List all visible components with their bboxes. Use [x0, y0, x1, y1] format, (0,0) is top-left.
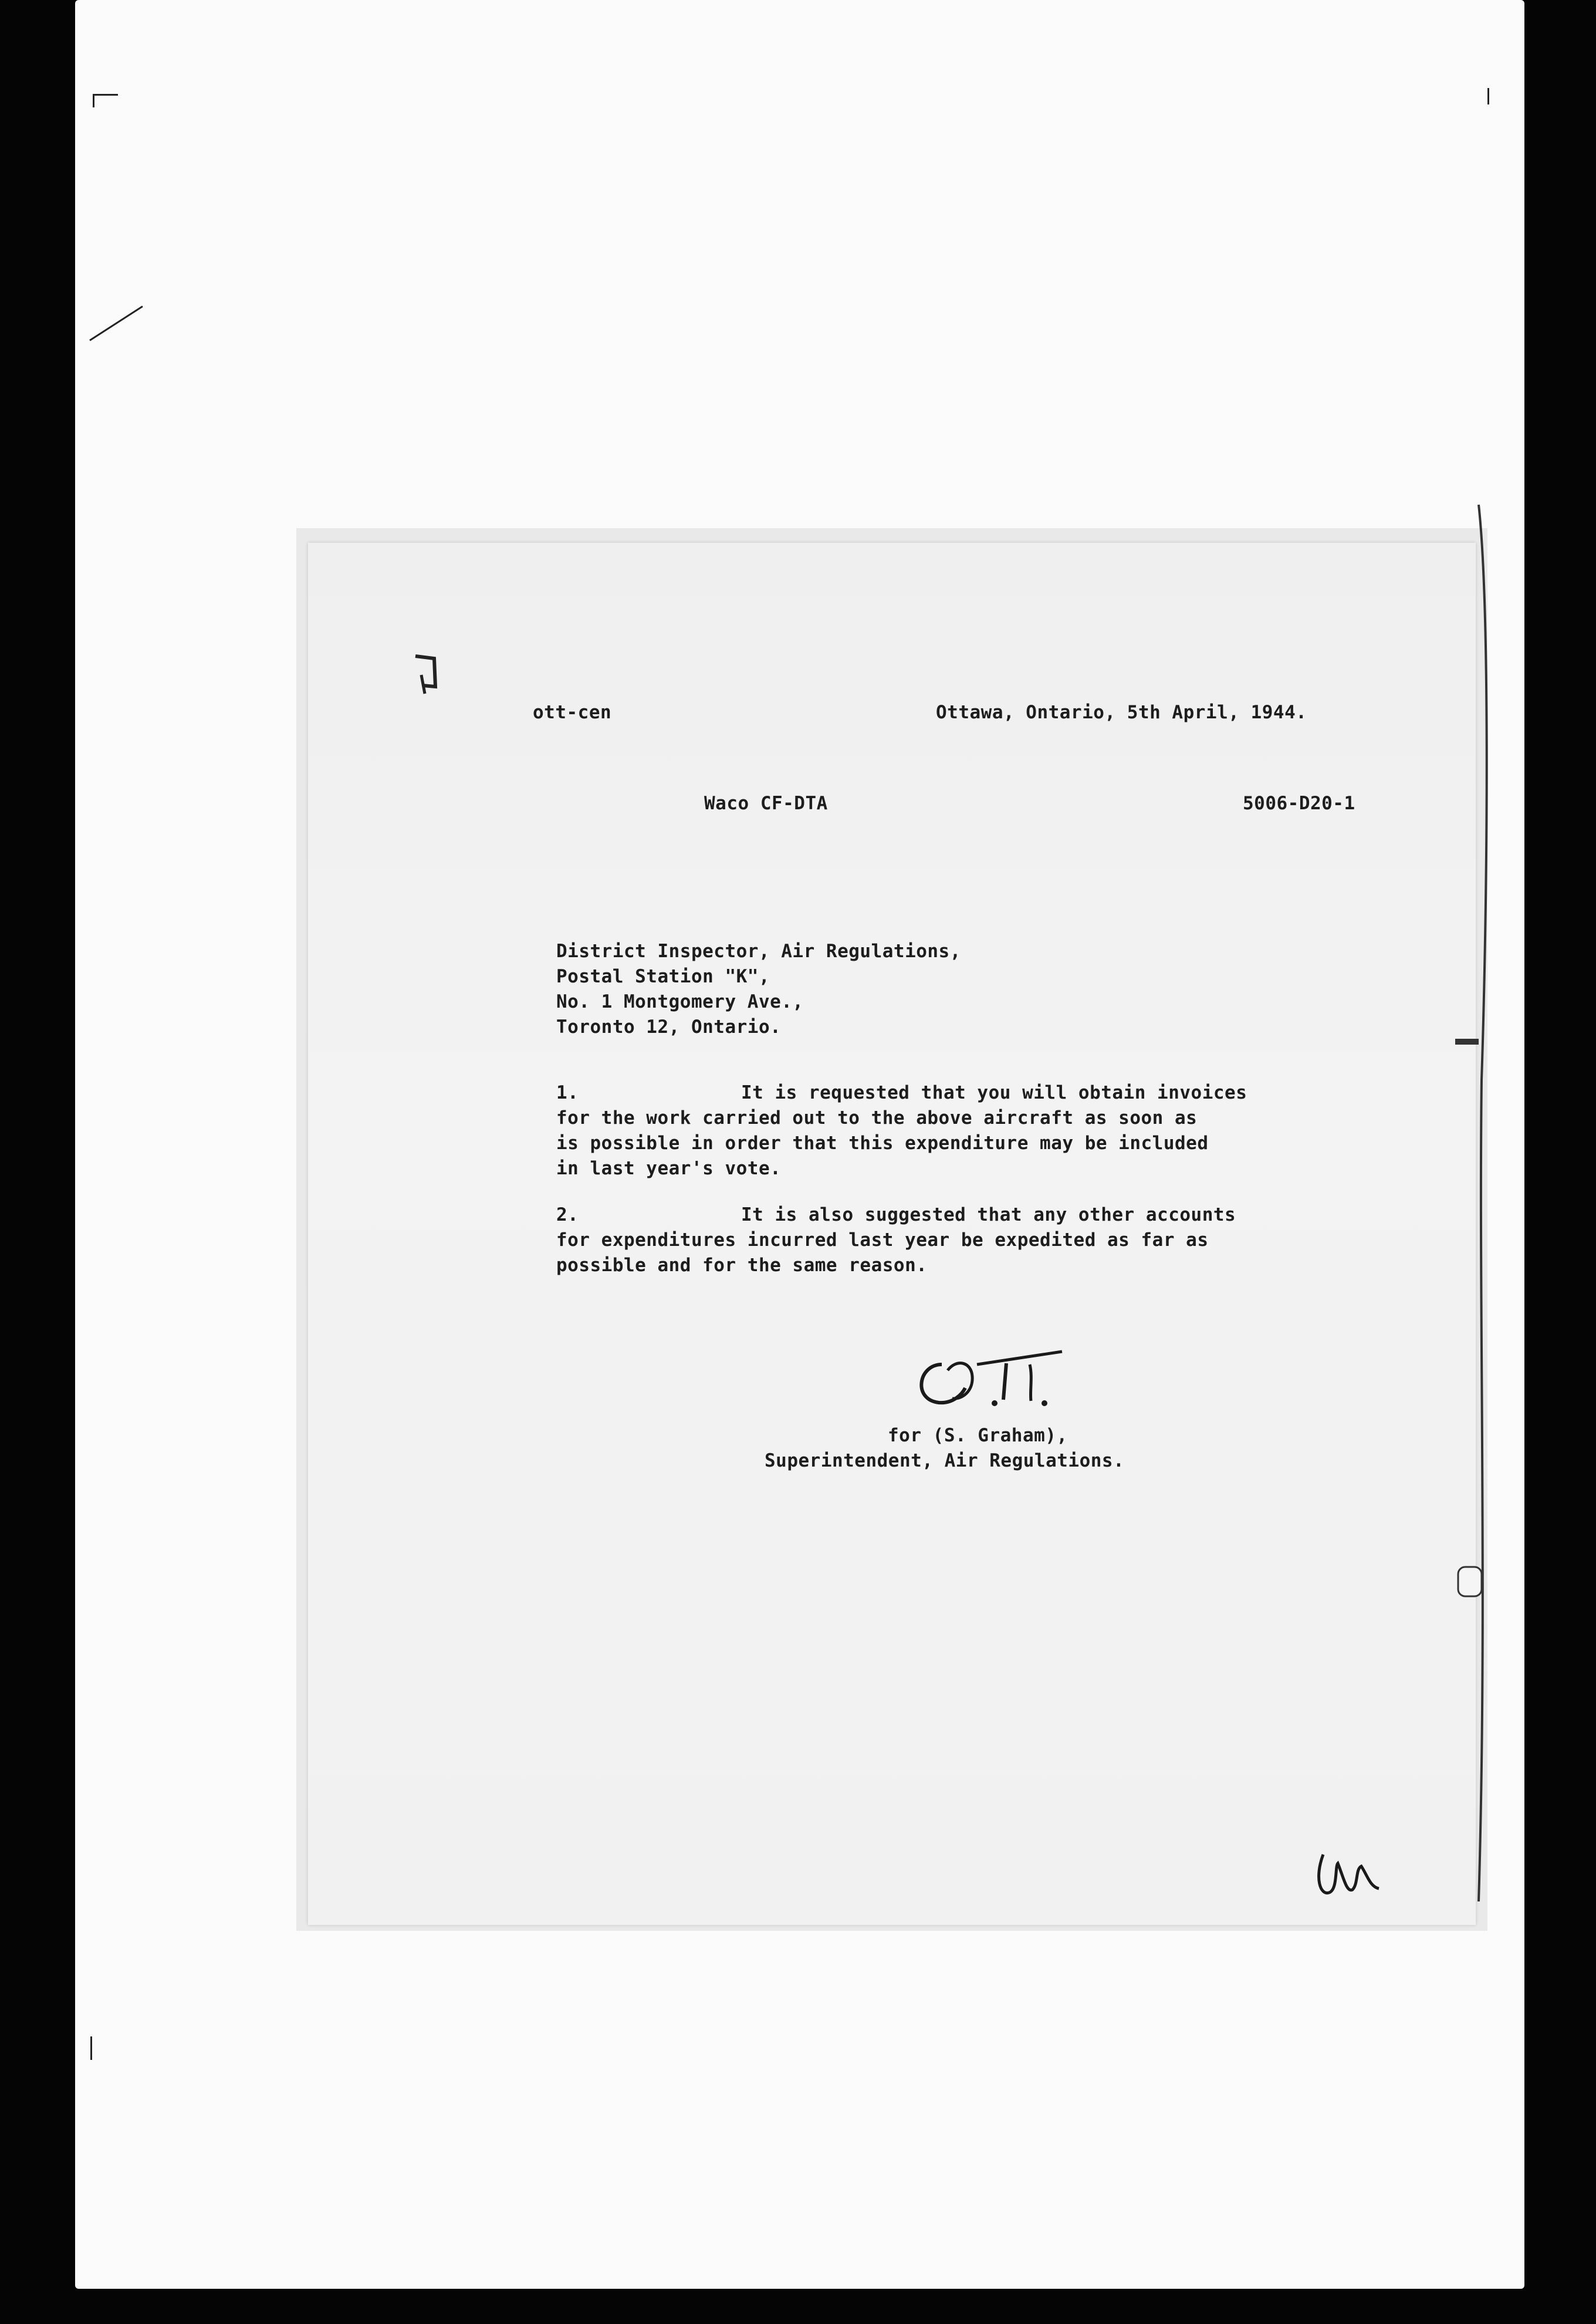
- corner-mark-top-left: [93, 94, 118, 107]
- paragraph-line: It is also suggested that any other accounts: [741, 1204, 1236, 1225]
- file-number: 5006-D20-1: [1243, 793, 1355, 814]
- corner-mark-bottom-left: [90, 2036, 106, 2060]
- paragraph-line: for expenditures incurred last year be expedited as far as: [556, 1229, 1209, 1251]
- paragraph-number: 1.: [556, 1082, 579, 1103]
- paper-clip-mark: [411, 651, 446, 698]
- signature-line: Superintendent, Air Regulations.: [765, 1450, 1125, 1471]
- paragraph-number: 2.: [556, 1204, 579, 1225]
- address-line: District Inspector, Air Regulations,: [556, 941, 961, 962]
- subject-line: Waco CF-DTA: [704, 793, 828, 814]
- place-date: Ottawa, Ontario, 5th April, 1944.: [936, 702, 1307, 723]
- reference-initials: ott-cen: [533, 702, 612, 723]
- address-line: Postal Station "K",: [556, 966, 770, 987]
- corner-mark-top-right: [1475, 88, 1489, 104]
- address-line: Toronto 12, Ontario.: [556, 1016, 782, 1038]
- paragraph-line: is possible in order that this expenditure may be included: [556, 1133, 1209, 1154]
- paragraph-line: for the work carried out to the above aircraft as soon as: [556, 1107, 1198, 1129]
- address-line: No. 1 Montgomery Ave.,: [556, 991, 804, 1012]
- paragraph-line: in last year's vote.: [556, 1158, 782, 1179]
- handwritten-mark: [1311, 1843, 1388, 1907]
- paragraph-line: It is requested that you will obtain invoices: [741, 1082, 1247, 1103]
- signature-line: for (S. Graham),: [888, 1425, 1068, 1446]
- paragraph-line: possible and for the same reason.: [556, 1255, 928, 1276]
- handwritten-initials: [907, 1347, 1083, 1423]
- letter-sheet: [308, 543, 1476, 1925]
- binding-edge: [1455, 493, 1537, 1960]
- pencil-stroke: [87, 299, 151, 346]
